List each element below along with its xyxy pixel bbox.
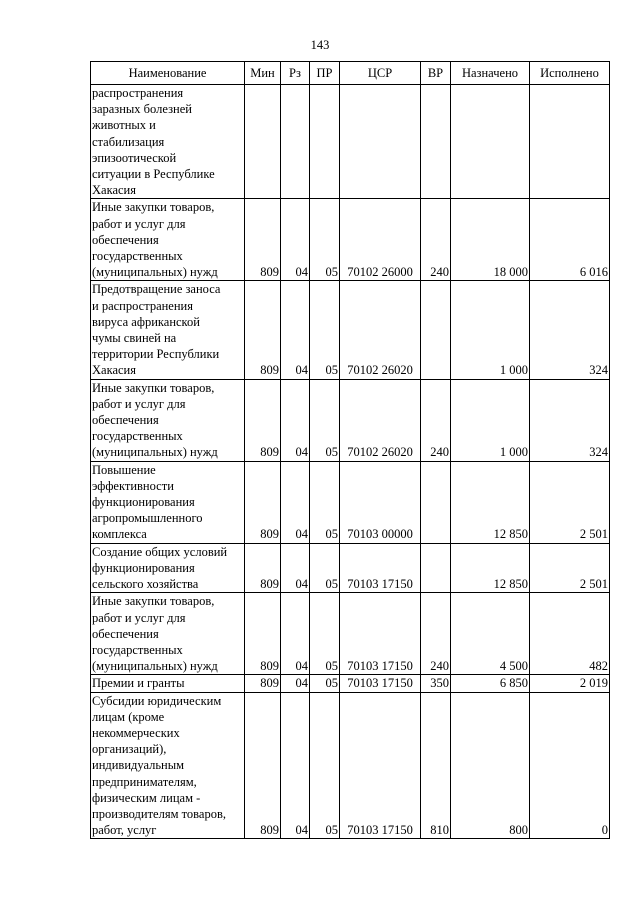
header-vr: ВР (421, 62, 451, 85)
header-executed: Исполнено (530, 62, 610, 85)
cell-executed: 482 (530, 593, 610, 675)
cell-rz: 04 (281, 199, 310, 281)
cell-rz: 04 (281, 675, 310, 692)
cell-vr: 240 (421, 379, 451, 461)
cell-executed: 6 016 (530, 199, 610, 281)
cell-pr: 05 (310, 593, 340, 675)
cell-pr: 05 (310, 199, 340, 281)
cell-rz: 04 (281, 379, 310, 461)
cell-min: 809 (245, 692, 281, 839)
cell-min: 809 (245, 543, 281, 593)
cell-name: Иные закупки товаров, работ и услуг для обеспечения государственных (муниципальных) нужд (91, 199, 245, 281)
cell-csr: 70103 17150 (340, 675, 421, 692)
cell-name: распространения заразных болезней животных и стабилизация эпизоотической ситуации в Республике Хакасия (91, 85, 245, 199)
cell-name: Создание общих условий функционирования сельского хозяйства (91, 543, 245, 593)
cell-min: 809 (245, 675, 281, 692)
cell-rz: 04 (281, 461, 310, 543)
header-name: Наименование (91, 62, 245, 85)
cell-csr: 70102 26020 (340, 379, 421, 461)
cell-csr: 70102 26000 (340, 199, 421, 281)
table-row (91, 281, 610, 379)
cell-min (245, 85, 281, 199)
cell-assigned: 4 500 (451, 593, 530, 675)
cell-vr (421, 85, 451, 199)
cell-rz: 04 (281, 593, 310, 675)
table-row (91, 85, 610, 199)
cell-csr: 70103 17150 (340, 543, 421, 593)
cell-min: 809 (245, 379, 281, 461)
cell-executed (530, 85, 610, 199)
cell-csr: 70103 17150 (340, 692, 421, 839)
cell-name: Иные закупки товаров, работ и услуг для обеспечения государственных (муниципальных) нужд (91, 379, 245, 461)
cell-vr (421, 543, 451, 593)
cell-name: Иные закупки товаров, работ и услуг для обеспечения государственных (муниципальных) нужд (91, 593, 245, 675)
header-min: Мин (245, 62, 281, 85)
cell-vr (421, 461, 451, 543)
cell-vr: 810 (421, 692, 451, 839)
cell-pr: 05 (310, 281, 340, 379)
cell-pr (310, 85, 340, 199)
cell-min: 809 (245, 593, 281, 675)
cell-executed: 2 501 (530, 543, 610, 593)
table-row (91, 199, 610, 281)
page-number: 143 (310, 38, 330, 52)
budget-table (90, 61, 610, 839)
table-row (91, 692, 610, 839)
cell-pr: 05 (310, 692, 340, 839)
header-rz: Рз (281, 62, 310, 85)
table-row (91, 461, 610, 543)
cell-rz (281, 85, 310, 199)
cell-name: Повышение эффективности функционирования агропромышленного комплекса (91, 461, 245, 543)
cell-csr: 70103 17150 (340, 593, 421, 675)
cell-vr: 240 (421, 593, 451, 675)
cell-assigned: 12 850 (451, 543, 530, 593)
header-pr: ПР (310, 62, 340, 85)
cell-pr: 05 (310, 675, 340, 692)
header-assigned: Назначено (451, 62, 530, 85)
cell-csr: 70103 00000 (340, 461, 421, 543)
cell-min: 809 (245, 199, 281, 281)
header-row (91, 62, 610, 85)
cell-name: Премии и гранты (91, 675, 245, 692)
table-row (91, 543, 610, 593)
cell-rz: 04 (281, 281, 310, 379)
cell-vr (421, 281, 451, 379)
cell-csr: 70102 26020 (340, 281, 421, 379)
cell-assigned: 1 000 (451, 281, 530, 379)
cell-pr: 05 (310, 461, 340, 543)
cell-pr: 05 (310, 543, 340, 593)
cell-csr (340, 85, 421, 199)
cell-assigned: 18 000 (451, 199, 530, 281)
cell-assigned: 1 000 (451, 379, 530, 461)
cell-executed: 2 019 (530, 675, 610, 692)
cell-name: Предотвращение заноса и распространения вируса африканской чумы свиней на территории Республики Хакасия (91, 281, 245, 379)
cell-pr: 05 (310, 379, 340, 461)
cell-assigned: 12 850 (451, 461, 530, 543)
cell-executed: 324 (530, 379, 610, 461)
cell-assigned: 6 850 (451, 675, 530, 692)
table-row (91, 593, 610, 675)
cell-min: 809 (245, 281, 281, 379)
table-row (91, 379, 610, 461)
cell-min: 809 (245, 461, 281, 543)
cell-name: Субсидии юридическим лицам (кроме некоммерческих организаций), индивидуальным предпринимателям, физическим лицам - производителям товаров, работ, услуг (91, 692, 245, 839)
table-row (91, 675, 610, 692)
cell-executed: 324 (530, 281, 610, 379)
header-csr: ЦСР (340, 62, 421, 85)
cell-assigned: 800 (451, 692, 530, 839)
cell-assigned (451, 85, 530, 199)
cell-rz: 04 (281, 692, 310, 839)
cell-executed: 0 (530, 692, 610, 839)
cell-rz: 04 (281, 543, 310, 593)
cell-executed: 2 501 (530, 461, 610, 543)
cell-vr: 240 (421, 199, 451, 281)
cell-vr: 350 (421, 675, 451, 692)
